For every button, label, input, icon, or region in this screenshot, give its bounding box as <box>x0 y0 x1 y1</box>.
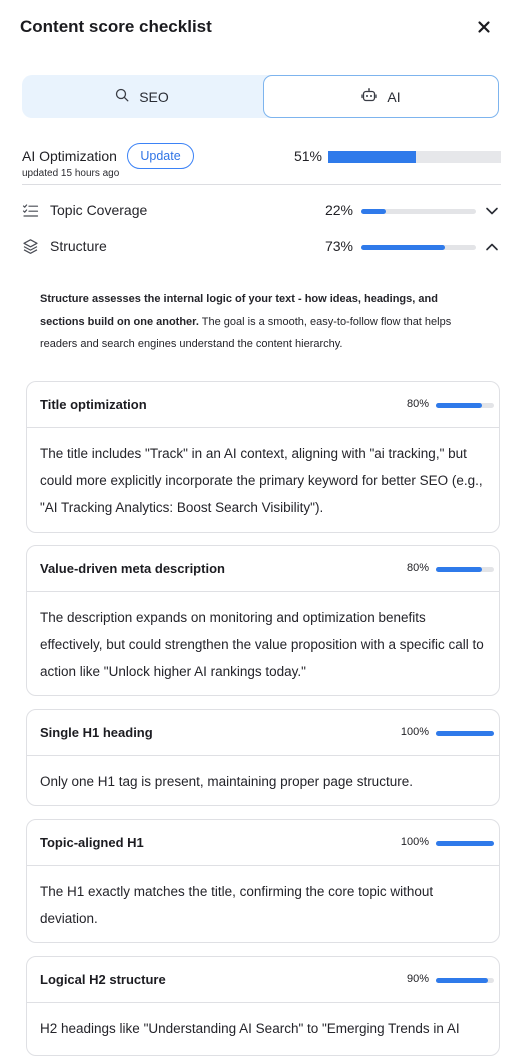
robot-icon <box>361 88 377 105</box>
check-card-header <box>27 546 499 592</box>
check-card-percent: 80% <box>406 562 429 574</box>
metric-percent: 73% <box>324 238 353 254</box>
check-card-progress-fill <box>436 731 494 736</box>
chevron-up-icon[interactable] <box>484 239 500 255</box>
metric-topic-coverage[interactable] <box>22 198 501 224</box>
check-card-progress <box>436 978 494 983</box>
panel-title: Content score checklist <box>20 17 212 36</box>
check-card-title: Value-driven meta description <box>40 561 225 576</box>
check-card-header <box>27 710 499 756</box>
metric-progress <box>361 245 476 250</box>
mode-switcher <box>22 75 499 118</box>
metric-progress-fill <box>361 209 386 214</box>
structure-description-bold: Structure assesses the internal logic of your text - how ideas, headings, and sections build on one another. <box>40 293 438 328</box>
metric-percent: 22% <box>324 202 353 218</box>
ai-optimization-progress <box>328 151 501 163</box>
structure-description-rest: The goal is a smooth, easy-to-follow flow that helps readers and search engines understand the content hierarchy. <box>40 315 452 350</box>
check-card-meta-description <box>26 545 500 696</box>
check-card-percent: 100% <box>400 836 429 848</box>
check-card-body: The title includes "Track" in an AI context, aligning with "ai tracking," but could more explicitly incorporate the primary keyword for better SEO (e.g., "AI Tracking Analytics: Boost Search Visibility"). <box>40 446 483 515</box>
search-icon <box>115 88 129 105</box>
tab-ai-label: AI <box>387 88 401 105</box>
metric-progress-fill <box>361 245 445 250</box>
check-card-title-optimization <box>26 381 500 533</box>
check-card-title: Title optimization <box>40 397 147 412</box>
metric-name: Structure <box>50 238 107 254</box>
check-card-progress-fill <box>436 978 488 983</box>
chevron-down-icon[interactable] <box>484 203 500 219</box>
close-icon[interactable] <box>473 16 495 38</box>
check-card-progress-fill <box>436 841 494 846</box>
check-card-header <box>27 382 499 428</box>
metric-progress <box>361 209 476 214</box>
check-card-progress <box>436 567 494 572</box>
check-card-topic-aligned-h1 <box>26 819 500 943</box>
check-card-body: The description expands on monitoring and optimization benefits effectively, but could strengthen the value proposition with a specific call to action like "Unlock higher AI rankings today." <box>40 610 484 679</box>
check-card-progress-fill <box>436 567 482 572</box>
tab-seo[interactable] <box>22 75 262 118</box>
check-card-title: Topic-aligned H1 <box>40 835 144 850</box>
check-card-title: Single H1 heading <box>40 725 153 740</box>
ai-optimization-label: AI Optimization <box>22 148 117 164</box>
panel-header <box>20 14 501 40</box>
tab-seo-label: SEO <box>139 88 169 105</box>
check-card-header <box>27 820 499 866</box>
check-card-title: Logical H2 structure <box>40 972 166 987</box>
structure-description <box>40 288 485 356</box>
check-card-percent: 100% <box>400 726 429 738</box>
metric-name: Topic Coverage <box>50 202 148 218</box>
check-card-percent: 90% <box>406 973 429 985</box>
check-card-percent: 80% <box>406 398 429 410</box>
ai-optimization-percent: 51% <box>293 148 322 164</box>
check-card-body: The H1 exactly matches the title, confirming the core topic without deviation. <box>40 884 434 926</box>
ai-optimization-row <box>22 143 501 185</box>
check-card-header <box>27 957 499 1003</box>
metric-structure[interactable] <box>22 234 501 260</box>
layers-icon <box>22 238 39 255</box>
check-card-progress <box>436 403 494 408</box>
update-button[interactable]: Update <box>127 143 194 169</box>
tab-ai[interactable] <box>263 75 499 118</box>
check-card-body: Only one H1 tag is present, maintaining proper page structure. <box>40 774 413 789</box>
check-card-progress <box>436 731 494 736</box>
check-card-progress-fill <box>436 403 482 408</box>
check-card-single-h1 <box>26 709 500 806</box>
ai-optimization-progress-fill <box>328 151 416 163</box>
updated-timestamp: updated 15 hours ago <box>22 168 120 179</box>
checklist-icon <box>22 202 39 219</box>
check-card-body: H2 headings like "Understanding AI Search" to "Emerging Trends in AI <box>40 1021 460 1036</box>
check-card-progress <box>436 841 494 846</box>
check-card-logical-h2 <box>26 956 500 1056</box>
